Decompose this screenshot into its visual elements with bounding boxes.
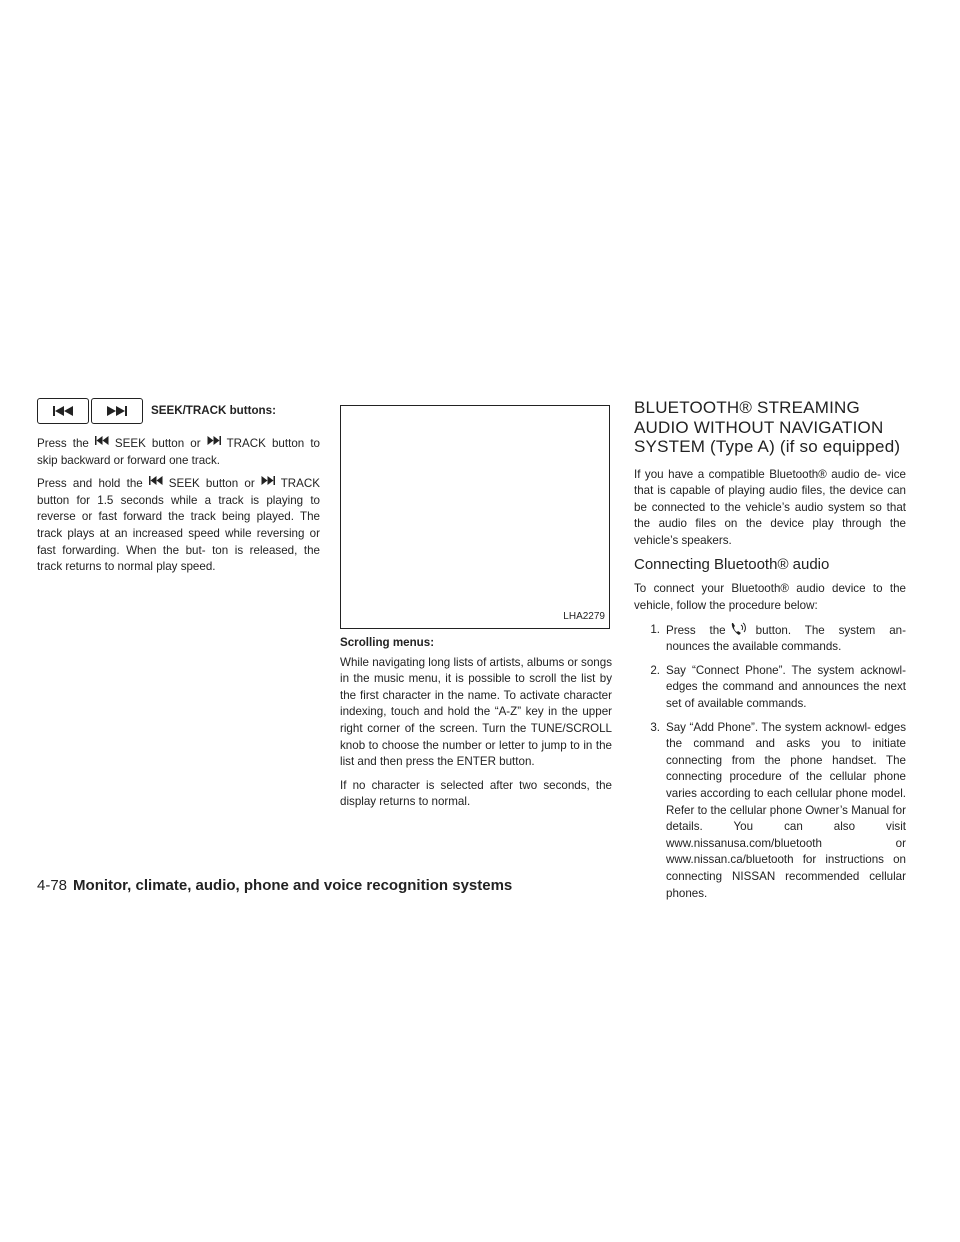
- bluetooth-intro: If you have a compatible Bluetooth® audio de- vice that is capable of playing audio files, the device can be connected to the vehicle’s audio system so that the audio files on the device play through the vehicle’s speakers.: [634, 467, 906, 547]
- footer-section-title: Monitor, climate, audio, phone and voice recognition systems: [73, 877, 513, 894]
- figure-label: LHA2279: [563, 611, 605, 623]
- list-item: 3. Say “Add Phone”. The system acknowl- edges the command and asks you to initiate connecting from the phone handset. The connecting procedure of the cellular phone varies according to each cellular phone model. Refer to the cellular phone Owner’s Manual for details. You can also visit www.nissanusa.com/bluetooth or www.nissan.ca/bluetooth for instructions on connecting NISSAN recommended cellular phones.: [650, 720, 906, 900]
- skip-back-icon: [51, 405, 75, 417]
- scrolling-menus-paragraph-1: While navigating long lists of artists, albums or songs in the music menu, it is possible to scroll the list by the first character in the name. To activate character indexing, touch and hold the “A-Z” key in the upper right corner of the screen. Turn the TUNE/SCROLL knob to choose the number or letter to jump to in the list and then press the ENTER button.: [340, 655, 612, 769]
- connecting-bluetooth-heading: Connecting Bluetooth® audio: [634, 556, 830, 574]
- bluetooth-section: [634, 398, 906, 909]
- page-number: 4-78: [37, 877, 68, 894]
- seek-track-header: [37, 398, 320, 424]
- seek-track-paragraph-2: Press and hold the SEEK button or TRACK button for 1.5 seconds while a track is playing to reverse or fast forward the track being played. The track plays at an increased speed while reversing or fast forwarding. When the but- ton is released, the track returns to normal play speed.: [37, 477, 321, 574]
- bluetooth-section-title: BLUETOOTH® STREAMING AUDIO WITHOUT NAVIGATION SYSTEM (Type A) (if so equipped): [634, 398, 901, 456]
- skip-forward-icon: [207, 436, 221, 445]
- skip-forward-icon: [261, 476, 275, 485]
- list-item: 2. Say “Connect Phone”. The system acknowl- edges the command and announces the next set of available commands.: [650, 663, 906, 711]
- scrolling-menus-section: [340, 405, 612, 818]
- seek-track-section: [37, 398, 320, 583]
- track-forward-button-illustration: [91, 398, 143, 424]
- figure-frame: [340, 405, 610, 629]
- skip-forward-icon: [105, 405, 129, 417]
- skip-back-icon: [95, 436, 109, 445]
- connecting-lead: To connect your Bluetooth® audio device to the vehicle, follow the procedure below:: [634, 582, 906, 613]
- scrolling-menus-paragraph-2: If no character is selected after two seconds, the display returns to normal.: [340, 778, 612, 809]
- skip-back-icon: [149, 476, 163, 485]
- connecting-steps: [634, 622, 906, 903]
- seek-track-heading: SEEK/TRACK buttons:: [151, 403, 276, 417]
- list-item: 1. Press the button. The system an- nounces the available commands.: [650, 622, 906, 654]
- page-footer: [37, 877, 512, 895]
- seek-track-paragraph-1: Press the SEEK button or TRACK button to skip backward or forward one track.: [37, 437, 320, 467]
- scrolling-menus-heading: Scrolling menus:: [340, 636, 435, 649]
- phone-talk-icon: [730, 622, 746, 636]
- seek-back-button-illustration: [37, 398, 89, 424]
